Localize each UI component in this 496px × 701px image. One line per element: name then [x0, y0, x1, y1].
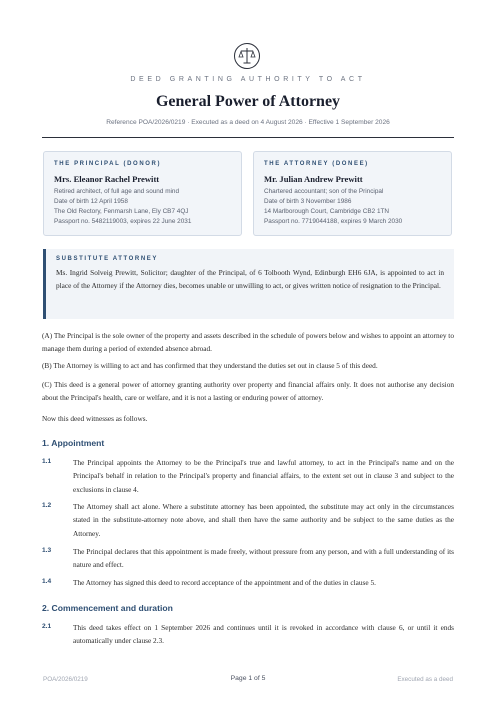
footer-execution-note: Executed as a deed — [397, 676, 453, 683]
document-reference: Reference POA/2026/0219 · Executed as a deed on 4 August 2026 · Effective 1 September 2026 — [106, 119, 390, 126]
section-heading-appointment: 1. Appointment — [42, 438, 105, 448]
page-number: Page 1 of 5 — [230, 675, 266, 682]
principal-address: The Old Rectory, Fenmarsh Lane, Ely CB7 4QJ — [54, 208, 189, 215]
principal-heading: THE PRINCIPAL (DONOR) — [54, 161, 162, 167]
clause-number: 1.1 — [42, 458, 52, 465]
clause-number: 2.1 — [42, 623, 52, 630]
substitute-text: Ms. Ingrid Solveig Prewitt, Solicitor; daughter of the Principal, of 6 Tolbooth Wynd, Edinburgh EH6 6JA, is appointed to act in place of the Attorney if the Attorney dies, becomes unable or unwilling to act, or gives written notice of resignation to the Principal. — [56, 268, 444, 291]
clause-text: The Principal appoints the Attorney to be the Principal's true and lawful attorney, to act in the Principal's name and on the Principal's behalf in relation to the Principal's property and financial affairs, to the extent set out in clause 3 and subject to the exclusions in clause 4. — [73, 458, 454, 494]
clause-text: The Attorney has signed this deed to record acceptance of the appointment and of the duties in clause 5. — [73, 578, 376, 587]
document-kicker: DEED GRANTING AUTHORITY TO ACT — [130, 76, 366, 83]
footer-reference: POA/2026/0219 — [43, 676, 88, 683]
principal-name: Mrs. Eleanor Rachel Prewitt — [54, 174, 160, 184]
recital-c: (C) This deed is a general power of attorney granting authority over property and financial affairs only. It does not authorise any decision about the Principal's health, care or welfare, and it is not a lasting or enduring power of attorney. — [42, 380, 454, 403]
section-heading-commencement: 2. Commencement and duration — [42, 603, 173, 613]
attorney-dob: Date of birth 3 November 1986 — [264, 198, 352, 205]
clause-number: 1.3 — [42, 547, 52, 554]
recital-a: (A) The Principal is the sole owner of the property and assets described in the schedule of powers below and wishes to appoint an attorney to manage them during a period of extended absence abroad. — [42, 331, 454, 354]
clause-number: 1.2 — [42, 502, 52, 509]
substitute-heading: SUBSTITUTE ATTORNEY — [56, 256, 158, 262]
principal-occupation: Retired architect, of full age and sound mind — [54, 188, 180, 195]
clause-number: 1.4 — [42, 578, 52, 585]
clause-text: The Principal declares that this appointment is made freely, without pressure from any person, and with a full understanding of its nature and effect. — [73, 547, 454, 570]
attorney-address: 14 Marlborough Court, Cambridge CB2 1TN — [264, 208, 390, 215]
attorney-card — [253, 151, 452, 236]
attorney-passport: Passport no. 7719044188, expires 9 March 2030 — [264, 218, 403, 225]
scales-of-justice-icon — [233, 42, 261, 70]
substitute-attorney-note — [43, 249, 454, 319]
attorney-occupation: Chartered accountant; son of the Principal — [264, 188, 384, 195]
principal-card — [43, 151, 242, 236]
clause-text: The Attorney shall act alone. Where a substitute attorney has been appointed, the substitute may act only in the circumstances stated in the substitute-attorney note above, and shall then have the same authority and be subject to the same duties as the Attorney. — [73, 502, 454, 538]
header-divider — [42, 137, 454, 138]
recital-b: (B) The Attorney is willing to act and has confirmed that they understand the duties set out in clause 5 of this deed. — [42, 361, 378, 370]
clause-text: This deed takes effect on 1 September 2026 and continues until it is revoked in accordance with clause 6, or until it ends automatically under clause 2.3. — [73, 623, 454, 646]
principal-passport: Passport no. 5482119003, expires 22 June 2031 — [54, 218, 192, 225]
principal-dob: Date of birth 12 April 1958 — [54, 198, 128, 205]
attorney-name: Mr. Julian Andrew Prewitt — [264, 174, 363, 184]
witness-statement: Now this deed witnesses as follows. — [42, 414, 148, 423]
document-title: General Power of Attorney — [155, 93, 341, 110]
attorney-heading: THE ATTORNEY (DONEE) — [264, 161, 369, 167]
